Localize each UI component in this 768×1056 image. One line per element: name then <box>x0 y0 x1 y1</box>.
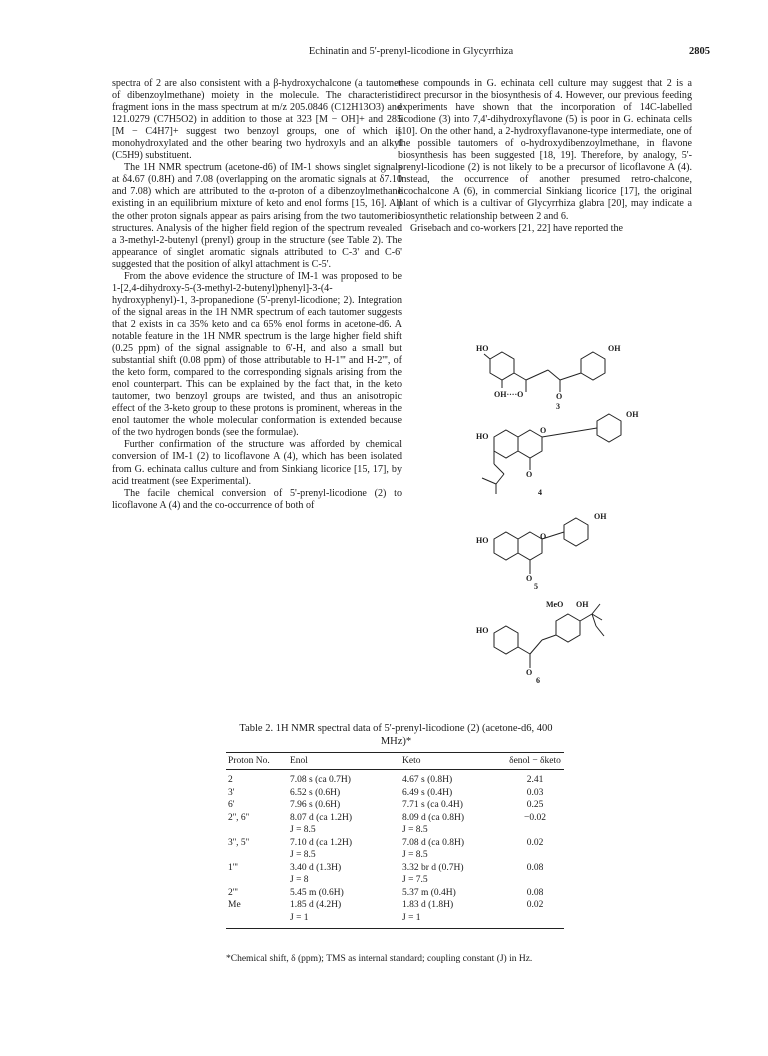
cell: J = 8.5 <box>290 850 316 860</box>
cell: 4.67 s (0.8H) <box>402 775 453 785</box>
paragraph: The facile chemical conversion of 5'-prenyl-licodione (2) to licoflavone A (4) and the co-occurrence of both of <box>112 487 402 511</box>
cell: Me <box>228 900 241 910</box>
cell: J = 7.5 <box>402 875 428 885</box>
table-caption: Table 2. 1H NMR spectral data of 5'-prenyl-licodione (2) (acetone-d6, 400 MHz)* <box>239 723 553 747</box>
cell: 0.08 <box>526 887 544 898</box>
cell: 8.09 d (ca 0.8H) <box>402 812 464 823</box>
table-row <box>226 899 564 912</box>
cell: 7.71 s (ca 0.4H) <box>402 800 463 810</box>
right-column <box>398 78 692 235</box>
structure-5-drawing <box>476 510 656 592</box>
label-ring-o: O <box>540 532 547 541</box>
table-row <box>226 862 564 875</box>
cell: 0.02 <box>526 837 544 848</box>
cell: 7.08 d (ca 0.8H) <box>402 837 464 848</box>
table-header-row <box>226 753 564 770</box>
label-oh: OH <box>594 512 607 521</box>
cell: J = 8.5 <box>290 825 316 835</box>
cell: 0.02 <box>526 900 544 910</box>
cell: 1.83 d (1.8H) <box>402 900 454 910</box>
table-row <box>226 799 564 812</box>
cell: J = 8.5 <box>402 825 428 835</box>
cell: J = 1 <box>288 912 400 929</box>
cell: 5.45 m (0.6H) <box>290 887 344 898</box>
label-o: O <box>526 574 533 583</box>
paragraph: The 1H NMR spectrum (acetone-d6) of IM-1 shows singlet signals at δ4.67 (0.8H) and 7.08 (overlapping on the aromatic signals at δ7.10 and 7.08) which are attributed to the α-proton of a dibenzoylmethane existing in an equilibrium mixture of keto and enol forms [15, 16]. All the other proton signals appear as pairs arising from the two tautomeric structures. Analysis of the higher field region of the spectrum revealed a 3-methyl-2-butenyl (prenyl) group in the structure (see Table 2). The appearance of singlet aromatic signals attributed to C-3' and C-6' suggested that the position of alkyl attachment is C-5'. <box>112 162 402 270</box>
running-header <box>112 46 710 62</box>
label-meo: MeO <box>546 600 564 609</box>
cell <box>226 824 288 837</box>
col-header-keto: Keto <box>400 753 506 770</box>
cell: 3.40 d (1.3H) <box>290 862 342 873</box>
cell: 2'', 6'' <box>228 812 250 823</box>
table-row <box>226 787 564 800</box>
paragraph: Further confirmation of the structure was afforded by chemical conversion of IM-1 (2) to licoflavone A (4), which has been isolated from G. echinata callus culture and from Sinkiang licorice [15, 17], by acid treatment (see Experimental). <box>112 439 402 487</box>
label-ho: HO <box>476 432 489 441</box>
cell: 3' <box>228 787 235 798</box>
left-column <box>112 78 402 512</box>
label-ho: HO <box>476 626 489 635</box>
paragraph: From the above evidence the structure of IM-1 was proposed to be 1-[2,4-dihydroxy-5-(3-methyl-2-butenyl)phenyl]-3-(4-hydroxyphenyl)-1, 3-propanedione (5'-prenyl-licodione; 2). Integration of the signal areas in the 1H NMR spectrum of each tautomer suggests that 2 exists in ca 35% keto and ca 65% enol forms in acetone-d6. A notable feature in the 1H NMR spectrum is the large higher field shift (0.25 ppm) of the signal assignable to 6'-H, and also a small but substantial shift (0.08 ppm) of those attributable to H-1''' and H-2''', of the keto form, compared to the corresponding signals arising from the enol counterpart. This can be explained by the fact that, in the keto tautomer, two benzoyl groups are twisted, and thus an anisotropic effect of the 3-keto group to these protons is prominent, whereas in the enol tautomer the whole molecular conformation is extended because of the two hydrogen bonds (see the formulae). <box>112 270 402 439</box>
cell: 7.08 s (ca 0.7H) <box>290 775 351 785</box>
cell <box>226 874 288 887</box>
cell <box>506 849 564 862</box>
table-row <box>226 812 564 825</box>
compound-number: 6 <box>536 676 540 685</box>
label-oh: OH <box>626 410 639 419</box>
label-ho: HO <box>476 344 489 353</box>
cell: 2.41 <box>526 775 544 785</box>
structure-4-drawing <box>476 408 656 498</box>
cell: 0.03 <box>526 787 544 798</box>
cell: 3.32 br d (0.7H) <box>402 862 464 873</box>
table-row <box>226 849 564 862</box>
cell: 5.37 m (0.4H) <box>402 887 456 898</box>
cell: 0.25 <box>526 800 544 810</box>
col-header-proton: Proton No. <box>226 753 288 770</box>
nmr-table <box>226 752 564 929</box>
cell: 1''' <box>228 862 238 873</box>
label-oh: OH <box>576 600 589 609</box>
cell: 0.08 <box>526 862 544 873</box>
cell: 3'', 5'' <box>228 837 250 848</box>
cell: 2''' <box>228 887 238 898</box>
table-row <box>226 887 564 900</box>
structure-4 <box>476 408 656 498</box>
paragraph: these compounds in G. echinata cell culture may suggest that 2 is a direct precursor in the biosynthesis of 4. However, our previous feeding experiments have shown that the incorporation of 14C-labelled licodione (3) into 7,4'-dihydroxyflavone (5) is poor in G. echinata cells [10]. On the other hand, a 2-hydroxyflavanone-type intermediate, one of the possible tautomers of o-hydroxydibenzoylmethane, in flavone biosynthesis has been suggested [18, 19]. Therefore, by analogy, 5'-prenyl-licodione (2) is not likely to be a precursor of licoflavone A (4). Instead, the occurrence of another presumed retro-chalcone, licochalcone A (6), in commercial Sinkiang licorice [17], the original plant of which is a cultivar of Glycyrrhiza glabra [20], may indicate a biosynthetic relationship between 2 and 6. <box>398 78 692 222</box>
table-row <box>226 874 564 887</box>
structure-5 <box>476 510 656 592</box>
cell <box>506 824 564 837</box>
label-oh: OH <box>608 344 621 353</box>
table-row <box>226 912 564 929</box>
cell: 1.85 d (4.2H) <box>290 900 342 910</box>
label-o: O <box>526 668 533 677</box>
table-row <box>226 837 564 850</box>
compound-number: 3 <box>556 402 560 411</box>
structure-3 <box>476 342 636 410</box>
cell: J = 8.5 <box>402 850 428 860</box>
cell: 7.96 s (0.6H) <box>290 800 341 810</box>
label-o: O <box>556 392 563 401</box>
running-title: Echinatin and 5'-prenyl-licodione in Glycyrrhiza <box>308 46 514 57</box>
cell <box>506 912 564 929</box>
col-header-enol: Enol <box>288 753 400 770</box>
structure-6-drawing <box>476 596 656 688</box>
table-row <box>226 824 564 837</box>
cell: 7.10 d (ca 1.2H) <box>290 837 352 848</box>
label-oh-h-bond: OH····O <box>494 390 524 399</box>
label-o: O <box>526 470 533 479</box>
cell: 6.52 s (0.6H) <box>290 787 341 798</box>
cell <box>226 849 288 862</box>
label-ring-o: O <box>540 426 547 435</box>
cell: 2 <box>228 775 233 785</box>
cell: 6' <box>228 800 235 810</box>
cell: J = 1 <box>400 912 506 929</box>
label-ho: HO <box>476 536 489 545</box>
cell: 6.49 s (0.4H) <box>402 787 453 798</box>
table-footnote: *Chemical shift, δ (ppm); TMS as internal standard; coupling constant (J) in Hz. <box>226 954 533 964</box>
page-number: 2805 <box>689 46 710 57</box>
structure-6 <box>476 596 656 688</box>
cell <box>226 912 288 929</box>
table-row <box>226 770 564 787</box>
compound-number: 4 <box>538 488 542 497</box>
cell: −0.02 <box>524 812 546 823</box>
col-header-delta: δenol − δketo <box>506 753 564 770</box>
cell: 8.07 d (ca 1.2H) <box>290 812 352 823</box>
paragraph: spectra of 2 are also consistent with a β-hydroxychalcone (a tautomer of dibenzoylmethane) moiety in the molecule. The characteristic fragment ions in the mass spectrum at m/z 205.0846 (C12H13O3) and 121.0279 (C7H5O2) in addition to those at 323 [M − OH]+ and 285 [M − C4H7]+ suggest two benzoyl groups, one of which is monohydroxylated and the other bearing two hydroxyls and an alkyl (C5H9) substituent. <box>112 78 402 162</box>
paragraph: Grisebach and co-workers [21, 22] have reported the <box>410 222 624 234</box>
compound-number: 5 <box>534 582 538 591</box>
cell <box>506 874 564 887</box>
cell: J = 8 <box>290 875 309 885</box>
